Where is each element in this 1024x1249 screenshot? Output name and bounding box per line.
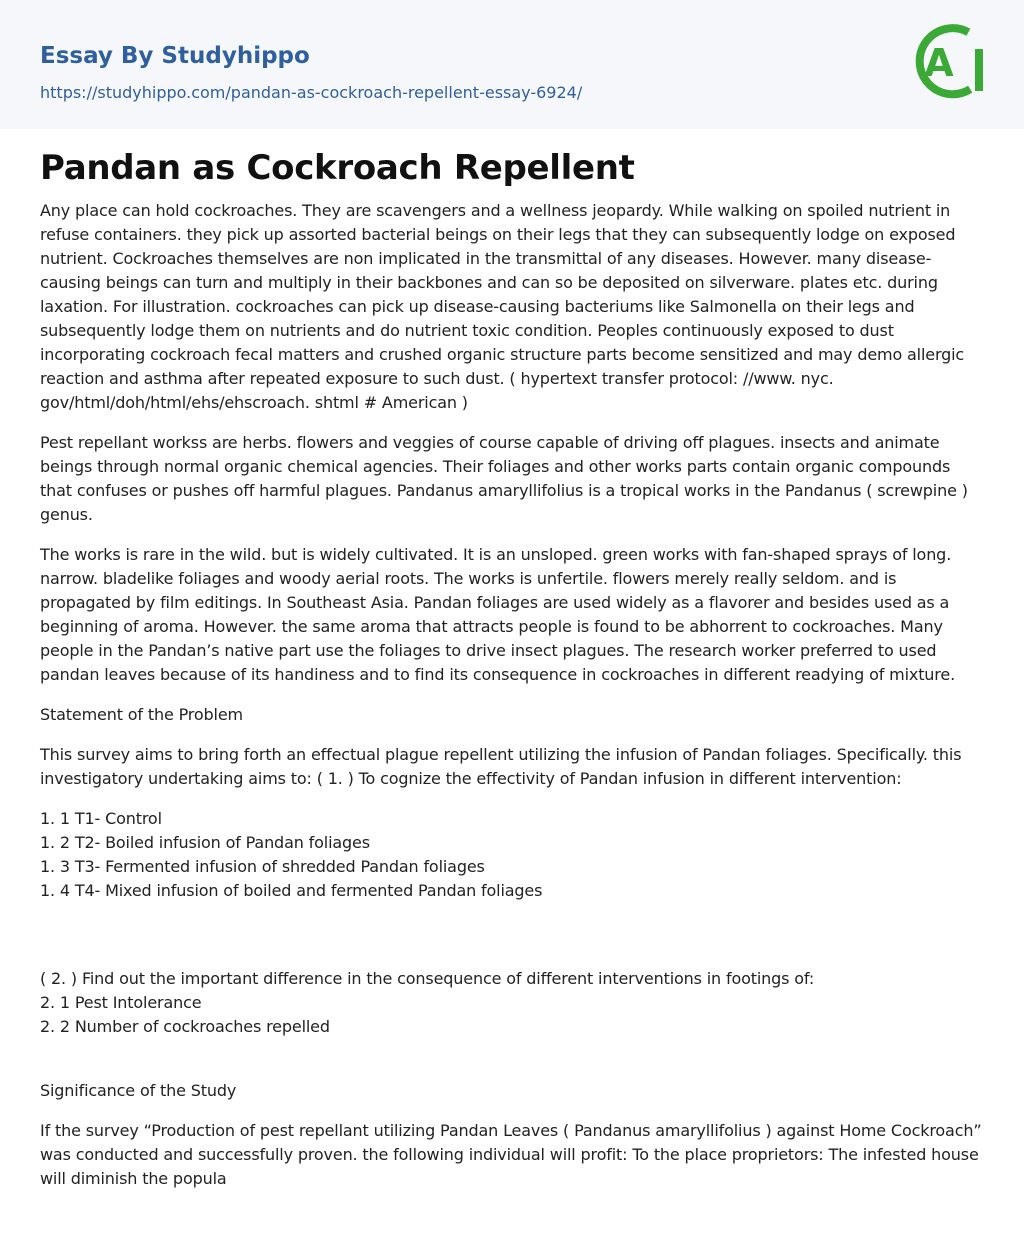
essay-title: Pandan as Cockroach Repellent [40,148,635,188]
list-item: 1. 3 T3- Fermented infusion of shredded Pandan foliages [40,857,485,876]
list-item: 1. 1 T1- Control [40,809,162,828]
essay-content [0,129,1024,1191]
paragraph-intro: Any place can hold cockroaches. They are scavengers and a wellness jeopardy. While walking on spoiled nutrient in refuse containers. they pick up assorted bacterial beings on their legs that they can subsequently lodge on exposed nutrient. Cockroaches themselves are non implicated in the transmittal of any diseases. However. many disease-causing beings can turn and multiply in their backbones and can so be deposited on silverware. plates etc. during laxation. For illustration. cockroaches can pick up disease-causing bacteriums like Salmonella on their legs and subsequently lodge them on nutrients and do nutrient toxic condition. Peoples continuously exposed to dust incorporating cockroach fecal matters and crushed organic structure parts become sensitized and may demo allergic reaction and asthma after repeated exposure to such dust. ( hypertext transfer protocol: //www. nyc. gov/html/doh/html/ehs/ehscroach. shtml # American ) [40,201,965,412]
paragraph-survey-aims: This survey aims to bring forth an effectual plague repellent utilizing the infusion of Pandan foliages. Specifically. this investigatory undertaking aims to: ( 1. ) To cognize the effectivity of Pandan infusion in different intervention: [40,745,962,788]
essay-url-link[interactable]: https://studyhippo.com/pandan-as-cockroach-repellent-essay-6924/ [40,83,583,102]
studyhippo-logo-icon[interactable] [912,19,986,105]
statement-heading: Statement of the Problem [40,705,243,724]
site-brand[interactable]: Essay By Studyhippo [40,43,310,69]
significance-heading: Significance of the Study [40,1081,237,1100]
list-item: ( 2. ) Find out the important difference in the consequence of different interventions in footings of: [40,969,815,988]
paragraph-repellant-plants: Pest repellant workss are herbs. flowers and veggies of course capable of driving off plagues. insects and animate beings through normal organic chemical agencies. Their foliages and other works parts contain organic compounds that confuses or pushes off harmful plagues. Pandanus amaryllifolius is a tropical works in the Pandanus ( screwpine ) genus. [40,433,968,524]
paragraph-significance: If the survey “Production of pest repellant utilizing Pandan Leaves ( Pandanus amaryllifolius ) against Home Cockroach” was conducted and successfully proven. the following individual will profit: To the place proprietors: The infested house will diminish the popula [40,1121,982,1188]
list-item: 2. 2 Number of cockroaches repelled [40,1017,330,1036]
paragraph-pandan-description: The works is rare in the wild. but is widely cultivated. It is an unsloped. green works with fan-shaped sprays of long. narrow. bladelike foliages and woody aerial roots. The works is unfertile. flowers merely really seldom. and is propagated by film editings. In Southeast Asia. Pandan foliages are used widely as a flavorer and besides used as a beginning of aroma. However. the same aroma that attracts people is found to be abhorrent to cockroaches. Many people in the Pandan’s native part use the foliages to drive insect plagues. The research worker preferred to used pandan leaves because of its handiness and to find its consequence in cockroaches in different readying of mixture. [40,545,956,684]
list-item: 2. 1 Pest Intolerance [40,993,202,1012]
logo-letter: A [924,41,954,85]
site-header [0,0,1024,129]
difference-list [40,967,984,1039]
list-item: 1. 4 T4- Mixed infusion of boiled and fermented Pandan foliages [40,881,543,900]
list-item: 1. 2 T2- Boiled infusion of Pandan foliages [40,833,370,852]
treatment-list [40,807,984,903]
